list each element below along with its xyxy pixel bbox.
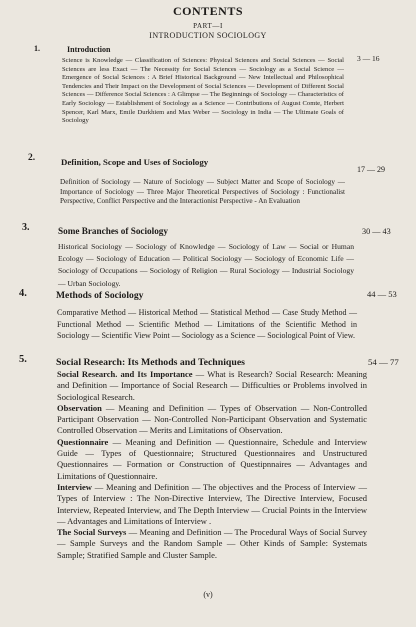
- section-text: — Meaning and Definition — The Procedural Ways of Social Survey — Sample Surveys and the Random Sample — Other Kinds of Sample: Systemats Sample; Stratified Sample and Cluster Sample.: [57, 527, 367, 560]
- part-title: INTRODUCTION SOCIOLOGY: [149, 31, 267, 40]
- entry-page-range: 3 — 16: [357, 54, 380, 63]
- entry-title: Some Branches of Sociology: [58, 226, 168, 236]
- entry-number: 2.: [28, 153, 36, 163]
- entry-title: Social Research: Its Methods and Techniques: [56, 357, 245, 368]
- entry-summary: Definition of Sociology — Nature of Sociology — Subject Matter and Scope of Sociology — Importance of Sociology — Three Major Theoretical Perspectives of Sociology : Functionalist Perspective, Conflict Perspective and the Interactionist Perspective - An Evaluation: [60, 178, 345, 205]
- entry-page-range: 54 — 77: [368, 357, 399, 367]
- page-number: (v): [203, 590, 213, 599]
- entry-number: 5.: [19, 354, 27, 365]
- section-heading: Observation: [57, 402, 102, 413]
- entry-page-range: 44 — 53: [367, 289, 397, 299]
- entry-summary: Historical Sociology — Sociology of Knowledge — Sociology of Law — Social or Human Ecology — Sociology of Education — Political Sociology — Sociology of Economic Life — Sociology of Occupations — Sociology of Religion — Rural Sociology — Industrial Sociology — Urban Sociology.: [58, 242, 354, 288]
- section-heading: Social Research. and Its Importance: [57, 369, 193, 379]
- part-label: PART—I: [193, 22, 223, 30]
- section-text: — Meaning and Definition — Types of Observation — Non-Controlled Participant Observation — Non-Controlled Non-Participant Observation and Systematic Controlled Observation — Merits and Limitations of Observation.: [57, 402, 367, 436]
- entry-summary: Comparative Method — Historical Method — Statistical Method — Case Study Method — Functional Method — Scientific Method — Limitations of the Scientific Method in Sociology — Scientific View Point — Sociology as a Science — Sociological Point of View.: [57, 308, 357, 340]
- entry-title: Introduction: [67, 45, 111, 54]
- entry-number: 3.: [22, 222, 30, 233]
- section-text: — Meaning and Definition — The objectives and the Process of Interview — Types of Interview : The Non-Directive Interview, The Directive Interview, Focused Interview, Repeated Interview, and The Depth Interview — Crucial Points in the Interview — Advantages and Limitations of Interview .: [57, 481, 367, 526]
- entry-title: Definition, Scope and Uses of Sociology: [61, 157, 209, 167]
- page-title: CONTENTS: [172, 4, 244, 18]
- entry-page-range: 17 — 29: [357, 165, 385, 174]
- section-text: — What is Research? Social Research: Meaning and Definition — Importance of Social Research — Difficulties or Problems involved in Sociological Research.: [57, 369, 367, 402]
- section-text: — Meaning and Definition — Questionnaire, Schedule and Interview Guide — Types of Questionnaire; Structured Questionnaires and Unstructured Questionnaires — Formation or Construction of Questipnnaires — Advantages and Limitations of Questionnaire.: [57, 436, 367, 481]
- section-heading: Interview: [57, 481, 92, 492]
- section-heading: Questionnaire: [57, 436, 109, 447]
- entry-summary: [57, 369, 367, 561]
- entry-number: 4.: [19, 288, 27, 299]
- entry-number: 1.: [34, 44, 40, 53]
- entry-title: Methods of Sociology: [56, 290, 144, 301]
- entry-summary: Science is Knowledge — Classification of Sciences: Physical Sciences and Social Sciences — Social Sciences are less Exact — The Necessity for Social Sciences — Sociology as a Social Science — Emergence of Social Sciences : A Brief Historical Background — New Intellectual and Philosophical Tendencies and Their Impact on the Development of Social Sciences — Development of Different Social Sciences — Difference Social Sciences : A Glimpse — The Beginnings of Sociology — Characteristics of Early Sociology — Establishment of Sociology as a Science — Contributions of August Comte, Herbert Spencer, Karl Marx, Emile Durkhiem and Max Weber — Sociology in India — The Ultimate Goals of Sociology: [62, 57, 344, 125]
- entry-page-range: 30 — 43: [362, 227, 391, 236]
- section-heading: The Social Surveys: [57, 527, 127, 538]
